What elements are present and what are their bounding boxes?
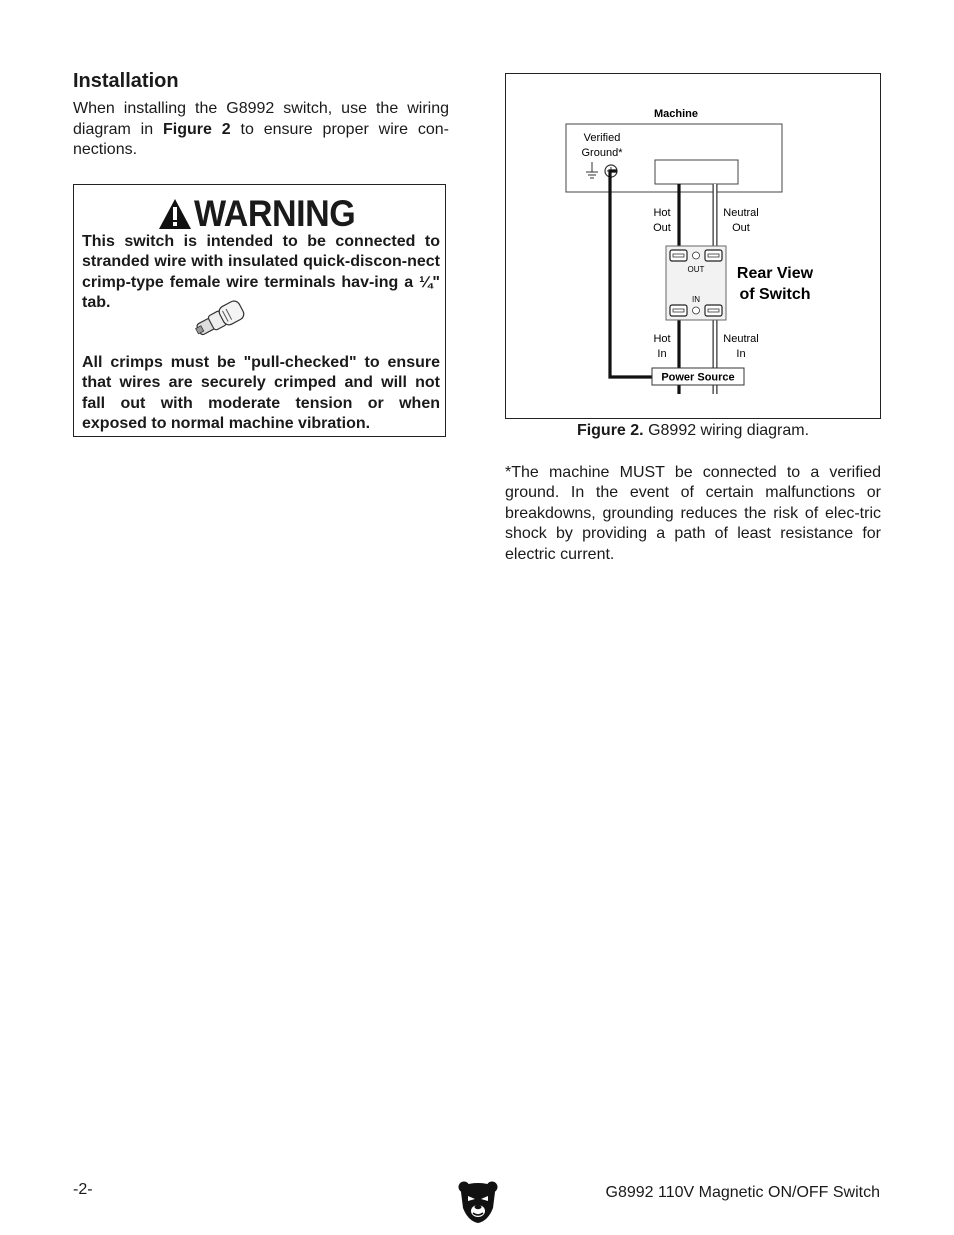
- installation-text-post: to ensure proper wire con-nections.: [73, 120, 450, 158]
- ground-footnote: *The machine MUST be connected to a verified ground. In the event of certain malfunctions or breakdowns, grounding reduces the risk of elec-tric shock by providing a path of least resistance for electric current.: [505, 464, 881, 563]
- neutral-in-label-2: In: [736, 348, 746, 360]
- warning-paragraph-2: All crimps must be "pull-checked" to ensure that wires are securely crimped and will not fall out with moderate tension or when exposed to normal machine vibration.: [82, 354, 440, 433]
- hot-out-label-2: Out: [653, 222, 671, 234]
- figure-caption-text: G8992 wiring diagram.: [643, 422, 810, 439]
- switch-out-label: OUT: [687, 265, 705, 274]
- switch-in-label: IN: [692, 295, 700, 304]
- ground-label-line-1: Verified: [583, 132, 621, 144]
- hot-in-label-1: Hot: [653, 333, 671, 345]
- rear-view-label-2: of Switch: [739, 286, 811, 303]
- crimp-terminal-image: [192, 299, 248, 339]
- installation-paragraph: [73, 99, 449, 161]
- ground-wire-run: [610, 171, 652, 377]
- wiring-diagram: [506, 74, 879, 417]
- installation-text-pre: When installing the G8992 switch, use the wiring diagram in: [73, 100, 449, 138]
- rear-view-label-1: Rear View: [736, 265, 814, 282]
- wiring-diagram-frame: [505, 73, 881, 419]
- section-heading: Installation: [73, 70, 179, 92]
- neutral-out-label-1: Neutral: [723, 207, 759, 219]
- bear-logo-icon: [458, 1180, 498, 1224]
- power-source-label: Power Source: [661, 371, 735, 384]
- warning-paragraph-1: This switch is intended to be connected to stranded wire with insulated quick-discon-nect crimp-type female wire terminals hav-ing a ¼" tab.: [82, 233, 440, 312]
- figure-caption-label: Figure 2.: [576, 422, 644, 439]
- footer-document-title: G8992 110V Magnetic ON/OFF Switch: [605, 1184, 880, 1201]
- warning-triangle-icon: [158, 198, 192, 230]
- neutral-out-label-2: Out: [732, 222, 750, 234]
- warning-box: [73, 184, 446, 437]
- ground-label-line-2: Ground*: [581, 147, 623, 159]
- hot-in-label-2: In: [657, 348, 667, 360]
- machine-label: Machine: [653, 108, 699, 120]
- hot-out-label-1: Hot: [653, 207, 671, 219]
- page-number: -2-: [73, 1181, 93, 1198]
- figure-caption: [505, 422, 881, 440]
- warning-title: [158, 193, 369, 235]
- motor-terminal-box: [655, 160, 738, 184]
- neutral-in-label-1: Neutral: [723, 333, 759, 345]
- figure-reference: Figure 2: [163, 120, 231, 138]
- warning-word: WARNING: [194, 193, 356, 234]
